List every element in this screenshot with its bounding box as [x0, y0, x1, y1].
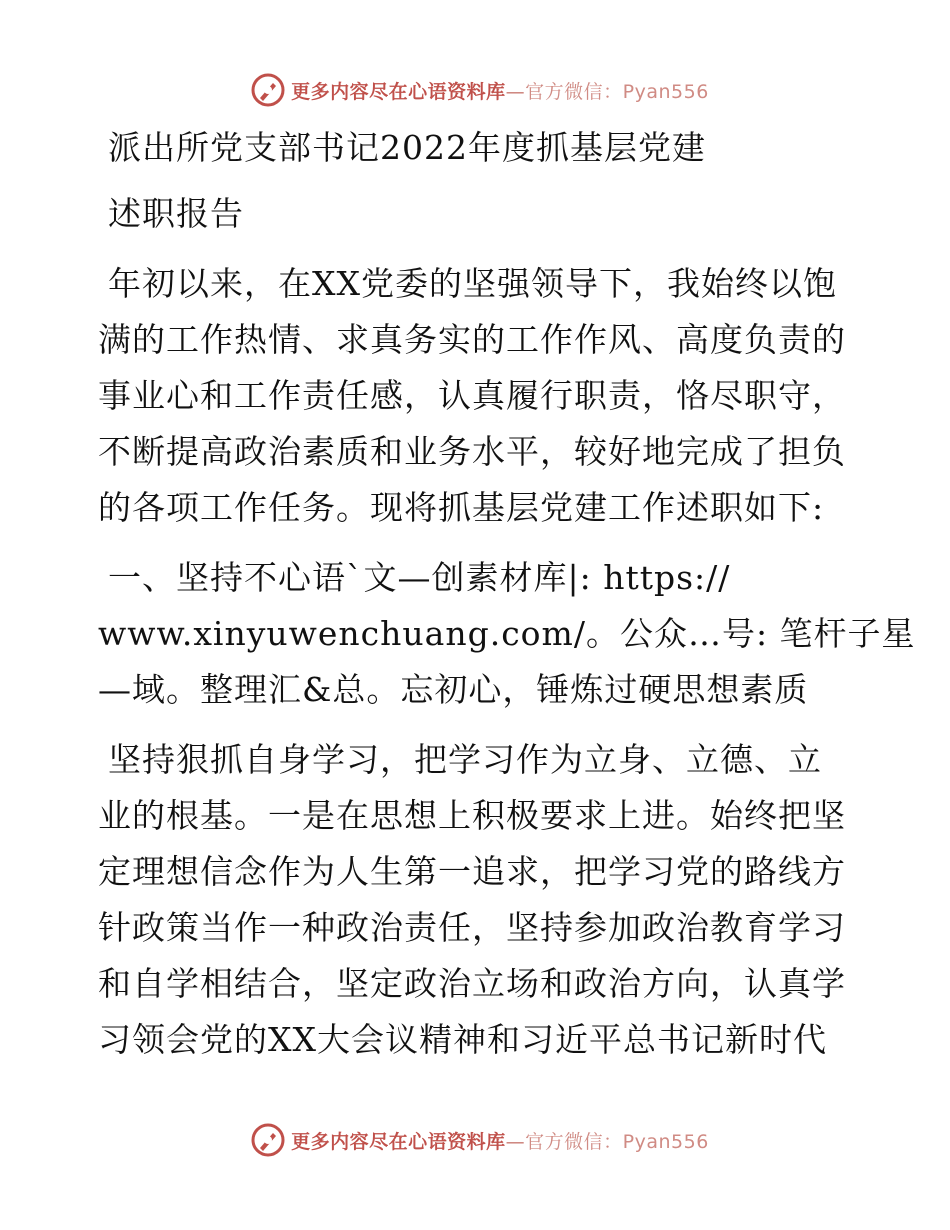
paragraph-line: 事业心和工作责任感，认真履行职责，恪尽职守， [98, 376, 846, 415]
paragraph-line: 习领会党的XX大会议精神和习近平总书记新时代 [98, 1020, 827, 1059]
paragraph-line: 针政策当作一种政治责任，坚持参加政治教育学习 [98, 908, 846, 947]
footer-watermark-group [251, 1123, 709, 1157]
paragraph-line: 和自学相结合，坚定政治立场和政治方向，认真学 [98, 964, 846, 1003]
paragraph-line: 年初以来，在XX党委的坚强领导下，我始终以饱 [108, 264, 837, 303]
header-separator: — [505, 80, 526, 103]
paragraph-line: 满的工作热情、求真务实的工作作风、高度负责的 [98, 320, 846, 359]
paragraph-study [98, 732, 858, 1068]
paragraph-line: 坚持狠抓自身学习，把学习作为立身、立德、立 [108, 740, 822, 779]
heading-line: —域。整理汇&总。忘初心，锤炼过硬思想素质 [98, 670, 809, 709]
footer-brand-text: 更多内容尽在心语资料库 [291, 1130, 506, 1153]
footer-wechat-text: 官方微信：Pyan556 [525, 1130, 709, 1153]
paragraph-intro [98, 256, 858, 536]
paragraph-line: 不断提高政治素质和业务水平，较好地完成了担负 [98, 432, 846, 471]
section-heading-1 [98, 550, 916, 718]
footer-watermark-text [291, 1127, 709, 1154]
paragraph-line: 定理想信念作为人生第一追求，把学习党的路线方 [98, 852, 846, 891]
pen-logo-icon [251, 73, 285, 107]
document-title-line-2: 述职报告 [108, 194, 244, 233]
document-title-line-1: 派出所党支部书记2022年度抓基层党建 [108, 128, 706, 167]
document-body [98, 120, 916, 1068]
paragraph-line: 的各项工作任务。现将抓基层党建工作述职如下: [98, 488, 825, 527]
header-wechat-text: 官方微信：Pyan556 [525, 80, 709, 103]
paragraph-line: 业的根基。一是在思想上积极要求上进。始终把坚 [98, 796, 846, 835]
heading-line: 一、坚持不心语`文—创素材库|: https:// [108, 558, 731, 597]
footer-watermark-banner [0, 1118, 950, 1162]
header-brand-text: 更多内容尽在心语资料库 [291, 80, 506, 103]
header-watermark-group [251, 73, 709, 107]
pen-logo-icon [251, 1123, 285, 1157]
header-watermark-banner [0, 68, 950, 112]
heading-line: www.xinyuwenchuang.com/。公众…号: 笔杆子星 [98, 614, 916, 653]
header-watermark-text [291, 77, 709, 104]
footer-separator: — [505, 1130, 526, 1153]
